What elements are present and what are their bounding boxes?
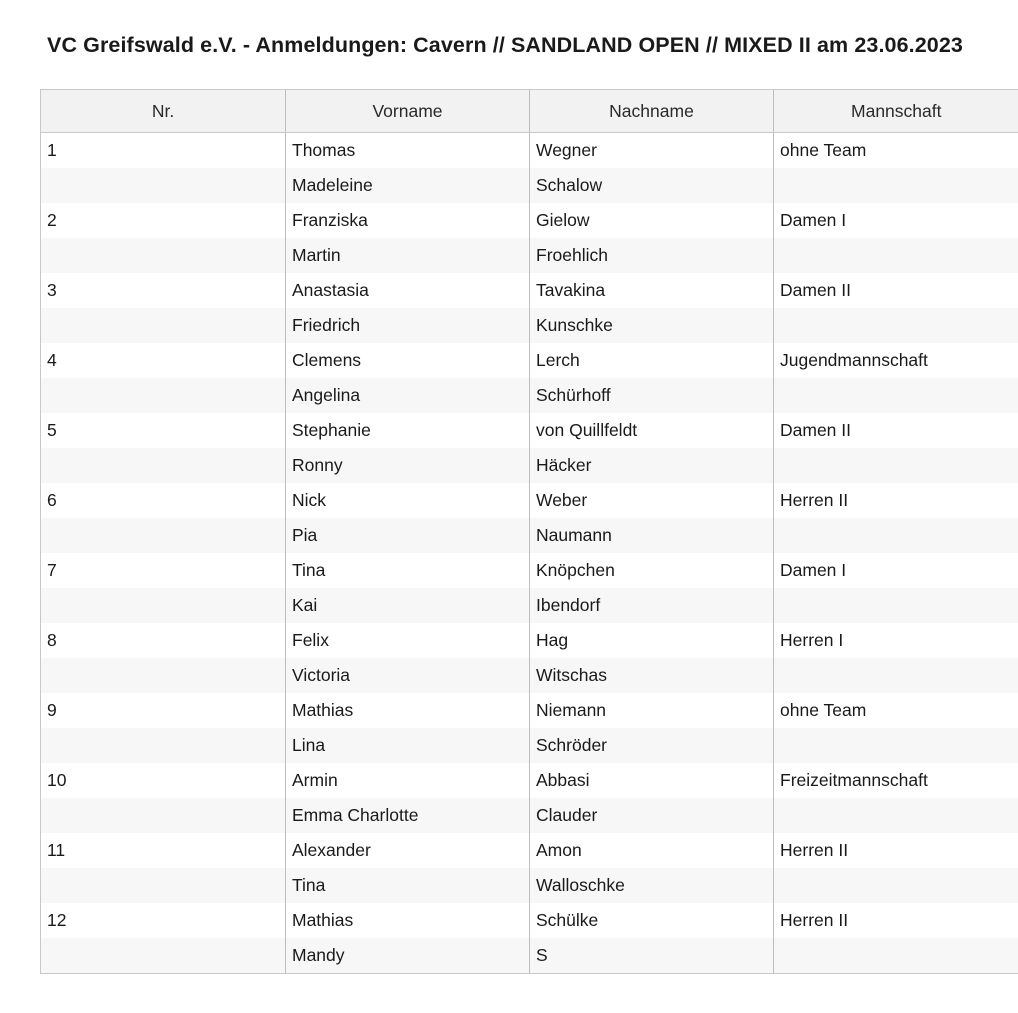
cell-nachname: Gielow	[530, 203, 774, 238]
cell-mannschaft	[774, 868, 1018, 903]
cell-mannschaft	[774, 238, 1018, 273]
table-row	[41, 238, 1018, 273]
cell-nachname: von Quillfeldt	[530, 413, 774, 448]
cell-nr	[41, 938, 286, 974]
cell-mannschaft: Herren I	[774, 623, 1018, 658]
table-row	[41, 273, 1018, 308]
cell-nr: 12	[41, 903, 286, 938]
cell-mannschaft: Jugendmannschaft	[774, 343, 1018, 378]
cell-nr	[41, 168, 286, 203]
table-row	[41, 868, 1018, 903]
table-row	[41, 938, 1018, 974]
table-row	[41, 693, 1018, 728]
cell-mannschaft: ohne Team	[774, 133, 1018, 169]
cell-nr: 7	[41, 553, 286, 588]
cell-mannschaft: Damen I	[774, 553, 1018, 588]
cell-nr: 8	[41, 623, 286, 658]
column-header-mannschaft: Mannschaft	[774, 90, 1018, 133]
cell-nachname: Schröder	[530, 728, 774, 763]
cell-nr: 2	[41, 203, 286, 238]
cell-mannschaft	[774, 448, 1018, 483]
cell-vorname: Franziska	[286, 203, 530, 238]
table-row	[41, 623, 1018, 658]
cell-vorname: Ronny	[286, 448, 530, 483]
cell-nachname: Witschas	[530, 658, 774, 693]
cell-nachname: Hag	[530, 623, 774, 658]
cell-mannschaft	[774, 168, 1018, 203]
cell-vorname: Mandy	[286, 938, 530, 974]
cell-nr: 5	[41, 413, 286, 448]
cell-mannschaft: ohne Team	[774, 693, 1018, 728]
table-row	[41, 483, 1018, 518]
cell-nachname: Ibendorf	[530, 588, 774, 623]
column-header-nr: Nr.	[41, 90, 286, 133]
cell-mannschaft: Damen II	[774, 273, 1018, 308]
cell-vorname: Kai	[286, 588, 530, 623]
cell-mannschaft	[774, 378, 1018, 413]
cell-nachname: S	[530, 938, 774, 974]
cell-nr: 3	[41, 273, 286, 308]
cell-vorname: Thomas	[286, 133, 530, 169]
cell-nr	[41, 518, 286, 553]
cell-nachname: Lerch	[530, 343, 774, 378]
cell-nachname: Naumann	[530, 518, 774, 553]
cell-mannschaft: Herren II	[774, 833, 1018, 868]
header-row	[41, 90, 1018, 133]
cell-nr	[41, 798, 286, 833]
cell-nachname: Kunschke	[530, 308, 774, 343]
cell-nachname: Amon	[530, 833, 774, 868]
cell-nr	[41, 308, 286, 343]
cell-vorname: Mathias	[286, 693, 530, 728]
table-row	[41, 833, 1018, 868]
cell-mannschaft: Herren II	[774, 903, 1018, 938]
cell-vorname: Victoria	[286, 658, 530, 693]
cell-mannschaft	[774, 518, 1018, 553]
table-row	[41, 588, 1018, 623]
table-body	[41, 133, 1018, 974]
registrations-table	[40, 89, 1018, 974]
table-row	[41, 308, 1018, 343]
cell-nr: 9	[41, 693, 286, 728]
cell-nachname: Schürhoff	[530, 378, 774, 413]
table-row	[41, 413, 1018, 448]
cell-nachname: Tavakina	[530, 273, 774, 308]
cell-vorname: Lina	[286, 728, 530, 763]
cell-vorname: Martin	[286, 238, 530, 273]
cell-nr: 4	[41, 343, 286, 378]
cell-vorname: Clemens	[286, 343, 530, 378]
cell-mannschaft	[774, 798, 1018, 833]
cell-vorname: Armin	[286, 763, 530, 798]
cell-mannschaft	[774, 938, 1018, 974]
table-row	[41, 203, 1018, 238]
cell-mannschaft: Freizeitmannschaft	[774, 763, 1018, 798]
page-title: VC Greifswald e.V. - Anmeldungen: Cavern // SANDLAND OPEN // MIXED II am 23.06.2023	[47, 33, 963, 57]
cell-nr: 10	[41, 763, 286, 798]
cell-mannschaft: Damen II	[774, 413, 1018, 448]
cell-vorname: Emma Charlotte	[286, 798, 530, 833]
cell-vorname: Pia	[286, 518, 530, 553]
table-row	[41, 798, 1018, 833]
cell-nr	[41, 238, 286, 273]
cell-vorname: Anastasia	[286, 273, 530, 308]
table-row	[41, 133, 1018, 169]
cell-vorname: Madeleine	[286, 168, 530, 203]
cell-nachname: Walloschke	[530, 868, 774, 903]
table-row	[41, 553, 1018, 588]
cell-nachname: Froehlich	[530, 238, 774, 273]
table-row	[41, 343, 1018, 378]
table-row	[41, 763, 1018, 798]
cell-nachname: Wegner	[530, 133, 774, 169]
cell-vorname: Mathias	[286, 903, 530, 938]
cell-nr: 6	[41, 483, 286, 518]
cell-nr	[41, 658, 286, 693]
cell-mannschaft: Damen I	[774, 203, 1018, 238]
cell-nachname: Clauder	[530, 798, 774, 833]
cell-vorname: Nick	[286, 483, 530, 518]
table-row	[41, 378, 1018, 413]
cell-mannschaft	[774, 658, 1018, 693]
table-row	[41, 658, 1018, 693]
cell-vorname: Felix	[286, 623, 530, 658]
cell-nachname: Schülke	[530, 903, 774, 938]
cell-vorname: Alexander	[286, 833, 530, 868]
cell-vorname: Friedrich	[286, 308, 530, 343]
cell-mannschaft	[774, 588, 1018, 623]
table-row	[41, 518, 1018, 553]
cell-vorname: Tina	[286, 868, 530, 903]
cell-nr	[41, 728, 286, 763]
cell-mannschaft	[774, 728, 1018, 763]
cell-nachname: Weber	[530, 483, 774, 518]
cell-vorname: Stephanie	[286, 413, 530, 448]
cell-vorname: Angelina	[286, 378, 530, 413]
column-header-nachname: Nachname	[530, 90, 774, 133]
cell-nachname: Knöpchen	[530, 553, 774, 588]
table-row	[41, 728, 1018, 763]
cell-nr	[41, 868, 286, 903]
cell-nr	[41, 378, 286, 413]
cell-nachname: Niemann	[530, 693, 774, 728]
cell-mannschaft	[774, 308, 1018, 343]
cell-nachname: Häcker	[530, 448, 774, 483]
table-row	[41, 448, 1018, 483]
table-header	[41, 90, 1018, 133]
cell-nr	[41, 588, 286, 623]
cell-nr: 11	[41, 833, 286, 868]
cell-nr	[41, 448, 286, 483]
table-row	[41, 168, 1018, 203]
cell-nr: 1	[41, 133, 286, 169]
table-row	[41, 903, 1018, 938]
cell-vorname: Tina	[286, 553, 530, 588]
cell-nachname: Schalow	[530, 168, 774, 203]
cell-mannschaft: Herren II	[774, 483, 1018, 518]
cell-nachname: Abbasi	[530, 763, 774, 798]
column-header-vorname: Vorname	[286, 90, 530, 133]
